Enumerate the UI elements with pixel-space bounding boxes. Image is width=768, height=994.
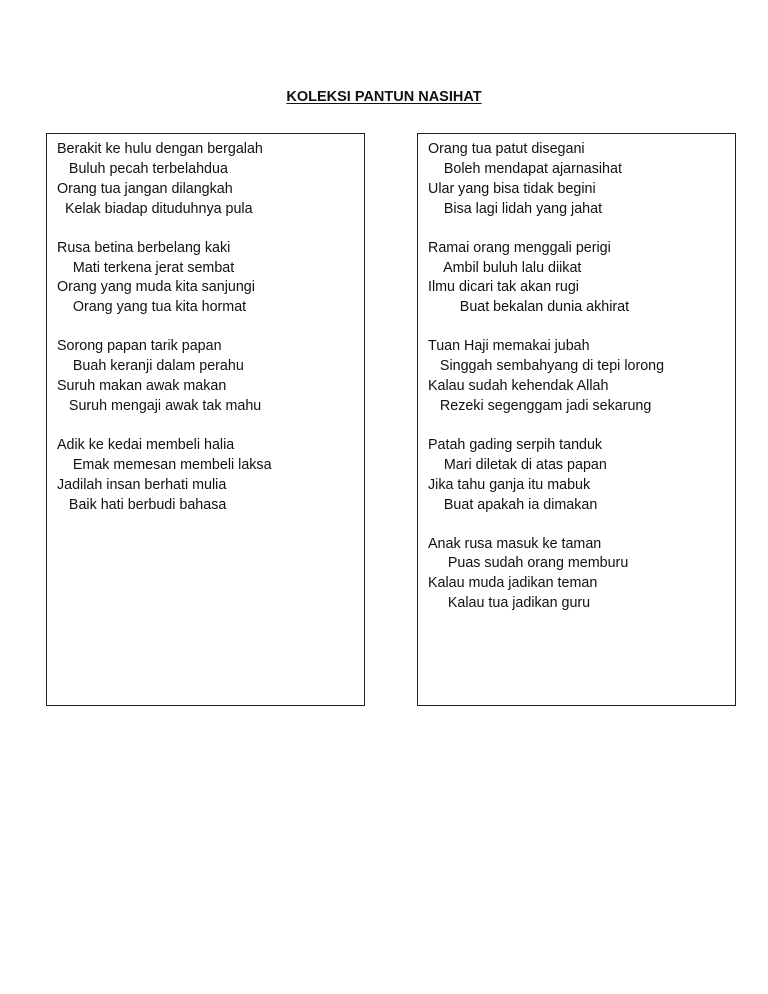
pantun-line: Ilmu dicari tak akan rugi: [428, 279, 579, 296]
pantun-line: Ramai orang menggali perigi: [428, 239, 611, 256]
pantun-line: Kalau tua jadikan guru: [428, 595, 591, 612]
pantun-line: Orang tua jangan dilangkah: [57, 180, 233, 197]
pantun-stanza: [57, 337, 364, 417]
pantun-line: Buluh pecah terbelahdua: [57, 160, 228, 177]
pantun-line: Ambil buluh lalu diikat: [428, 259, 582, 276]
pantun-line: Suruh makan awak makan: [57, 378, 227, 395]
right-pantun-box: [417, 133, 736, 706]
pantun-line: Jadilah insan berhati mulia: [57, 476, 227, 493]
pantun-stanza: [57, 239, 364, 319]
pantun-line: Buah keranji dalam perahu: [57, 358, 244, 375]
pantun-stanza: [57, 436, 364, 516]
pantun-line: Jika tahu ganja itu mabuk: [428, 476, 591, 493]
pantun-line: Buat bekalan dunia akhirat: [428, 299, 630, 316]
pantun-line: Suruh mengaji awak tak mahu: [57, 397, 262, 414]
pantun-line: Buat apakah ia dimakan: [428, 496, 598, 513]
pantun-stanza: [428, 337, 735, 417]
pantun-line: Singgah sembahyang di tepi lorong: [428, 358, 665, 375]
pantun-line: Boleh mendapat ajarnasihat: [428, 160, 622, 177]
pantun-stanza: [428, 239, 735, 319]
pantun-line: Bisa lagi lidah yang jahat: [428, 200, 603, 217]
pantun-line: Orang yang tua kita hormat: [57, 299, 247, 316]
pantun-line: Tuan Haji memakai jubah: [428, 338, 590, 355]
pantun-line: Kalau sudah kehendak Allah: [428, 378, 609, 395]
pantun-line: Emak memesan membeli laksa: [57, 456, 272, 473]
pantun-line: Puas sudah orang memburu: [428, 555, 629, 572]
pantun-line: Berakit ke hulu dengan bergalah: [57, 141, 263, 157]
pantun-line: Kalau muda jadikan teman: [428, 575, 598, 592]
pantun-line: Anak rusa masuk ke taman: [428, 535, 602, 552]
pantun-stanza: [428, 436, 735, 516]
pantun-line: Ular yang bisa tidak begini: [428, 180, 596, 197]
pantun-line: Baik hati berbudi bahasa: [57, 496, 227, 513]
pantun-line: Rezeki segenggam jadi sekarung: [428, 397, 652, 414]
pantun-line: Kelak biadap dituduhnya pula: [57, 200, 253, 217]
pantun-line: Orang tua patut disegani: [428, 141, 585, 157]
page-title: KOLEKSI PANTUN NASIHAT: [286, 89, 482, 105]
pantun-line: Mari diletak di atas papan: [428, 456, 607, 473]
pantun-stanza: [428, 535, 735, 615]
pantun-line: Sorong papan tarik papan: [57, 338, 222, 355]
pantun-stanza: [428, 140, 735, 220]
pantun-stanza: [57, 140, 364, 220]
pantun-line: Mati terkena jerat sembat: [57, 259, 235, 276]
pantun-line: Patah gading serpih tanduk: [428, 436, 603, 453]
pantun-line: Orang yang muda kita sanjungi: [57, 279, 255, 296]
left-pantun-box: [46, 133, 365, 706]
pantun-line: Adik ke kedai membeli halia: [57, 436, 235, 453]
pantun-line: Rusa betina berbelang kaki: [57, 239, 231, 256]
